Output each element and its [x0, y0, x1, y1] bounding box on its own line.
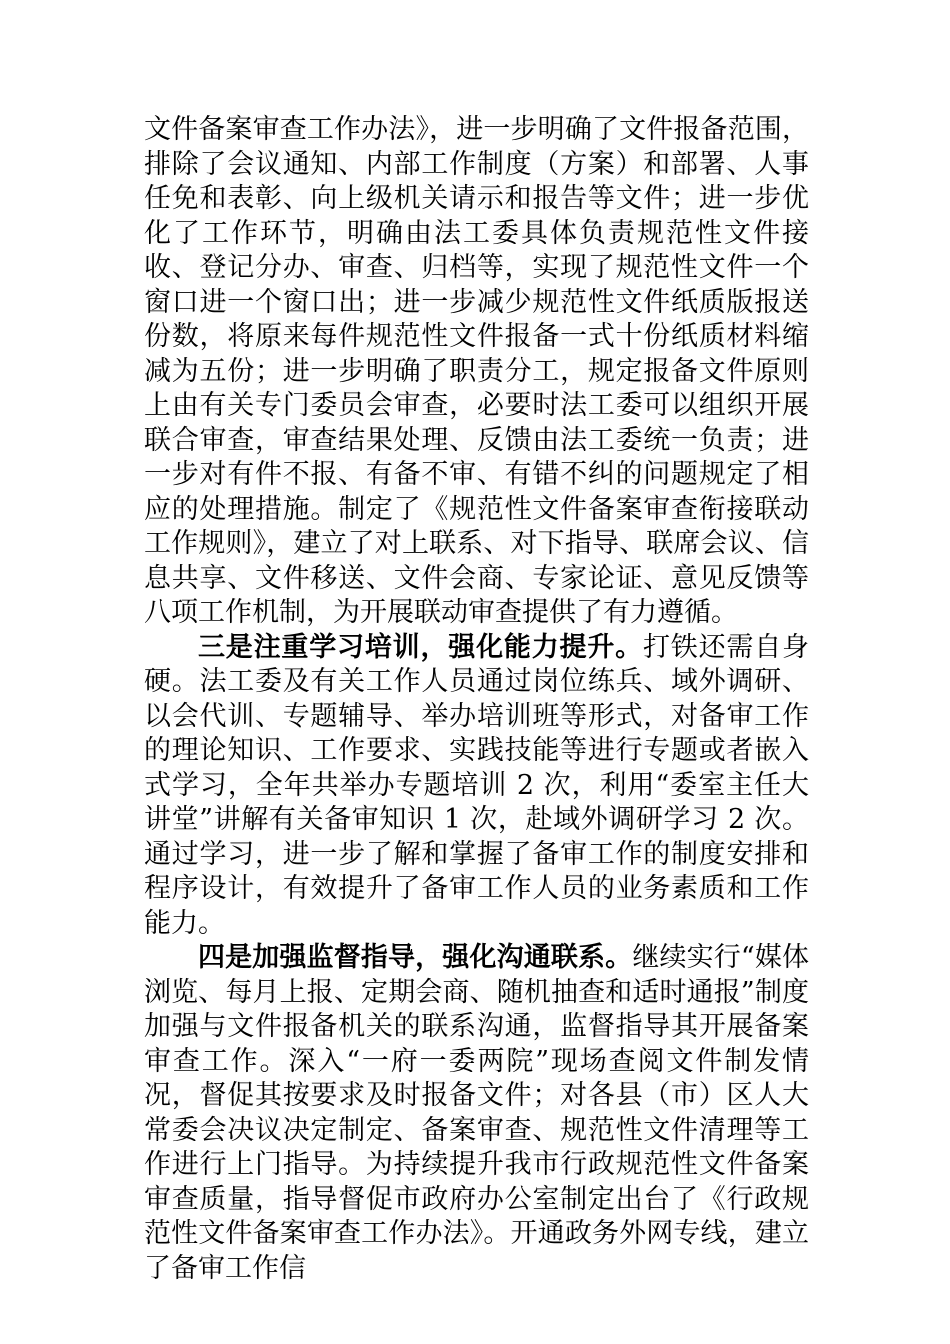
paragraph-lead-heading: 四是加强监督指导，强化沟通联系。: [198, 942, 633, 973]
paragraph-text: 打铁还需自身硬。法工委及有关工作人员通过岗位练兵、域外调研、以会代训、专题辅导、举办培训班等形式，对备审工作的理论知识、工作要求、实践技能等进行专题或者嵌入式学习，全年共举办专题培训 2 次，利用“委室主任大讲堂”讲解有关备审知识 1 次，赴域外调研学习 2 次。通过学习，进一步了解和掌握了备审工作的制度安排和程序设计，有效提升了备审工作人员的业务素质和工作能力。: [144, 631, 810, 939]
paragraph-training: [144, 631, 809, 942]
paragraph-supervision: [144, 941, 809, 1286]
paragraph-continuation: [144, 113, 809, 631]
paragraph-text: 文件备案审查工作办法》，进一步明确了文件报备范围，排除了会议通知、内部工作制度（方案）和部署、人事任免和表彰、向上级机关请示和报告等文件；进一步优化了工作环节，明确由法工委具体负责规范性文件接收、登记分办、审查、归档等，实现了规范性文件一个窗口进一个窗口出；进一步减少规范性文件纸质版报送份数，将原来每件规范性文件报备一式十份纸质材料缩减为五份；进一步明确了职责分工，规定报备文件原则上由有关专门委员会审查，必要时法工委可以组织开展联合审查，审查结果处理、反馈由法工委统一负责；进一步对有件不报、有备不审、有错不纠的问题规定了相应的处理措施。制定了《规范性文件备案审查衔接联动工作规则》，建立了对上联系、对下指导、联席会议、信息共享、文件移送、文件会商、专家论证、意见反馈等八项工作机制，为开展联动审查提供了有力遵循。: [144, 114, 809, 628]
paragraph-lead-heading: 三是注重学习培训，强化能力提升。: [198, 631, 643, 663]
document-page: [144, 113, 809, 1286]
paragraph-text: 继续实行“媒体浏览、每月上报、定期会商、随机抽查和适时通报”制度加强与文件报备机关的联系沟通，监督指导其开展备案审查工作。深入“一府一委两院”现场查阅文件制发情况，督促其按要求及时报备文件；对各县（市）区人大常委会决议决定制定、备案审查、规范性文件清理等工作进行上门指导。为持续提升我市行政规范性文件备案审查质量，指导督促市政府办公室制定出台了《行政规范性文件备案审查工作办法》。开通政务外网专线，建立了备审工作信: [144, 942, 810, 1284]
